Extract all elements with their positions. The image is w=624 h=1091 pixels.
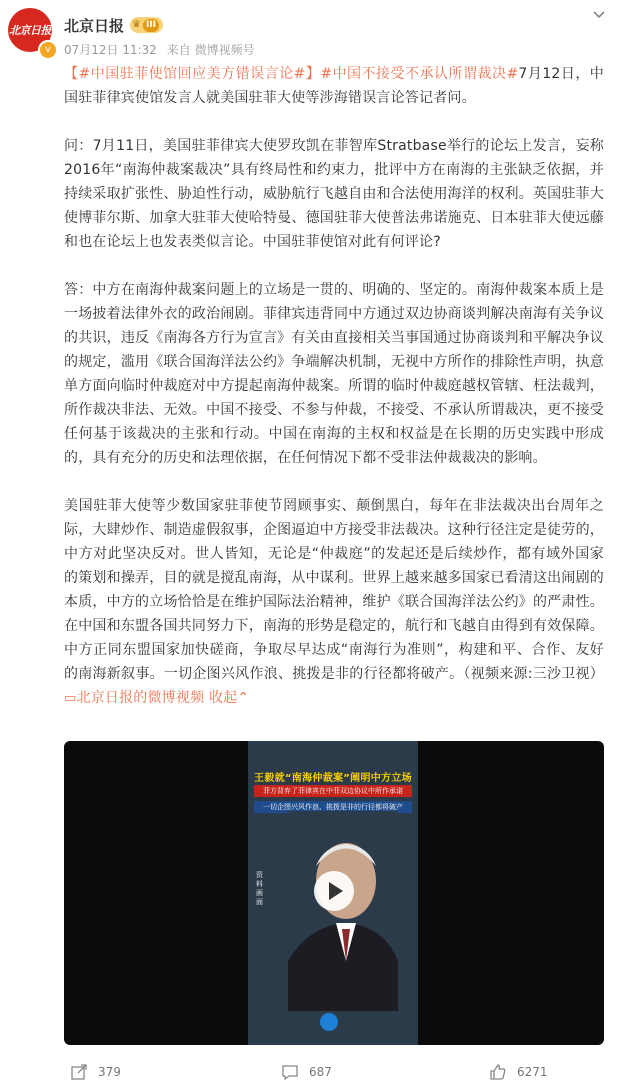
comment-button[interactable] [281,1063,332,1081]
video-subtitle-blue: 一切企图兴风作浪、挑拨是非的行径都将破产 [254,801,412,813]
comment-count: 687 [309,1065,332,1079]
post-source: 来自 微博视频号 [166,43,255,57]
paragraph-question: 问：7月11日，美国驻菲律宾大使罗玫凯在菲智库Stratbase举行的论坛上发言，妄称2016年“南海仲裁案裁决”具有终局性和约束力，批评中方在南海的主张缺乏依据，并持续采取扩张性、胁迫性行动，威胁航行飞越自由和合法使用海洋的权利。英国驻菲大使博菲尔斯、加拿大驻菲大使哈特曼、德国驻菲大使普法弗诺施克、日本驻菲大使远藤和也在论坛上也发表类似言论。中国驻菲使馆对此有何评论? [64,138,604,250]
hashtag-link[interactable]: 【#中国驻菲使馆回应美方错误言论#】 [64,66,321,82]
play-icon[interactable] [314,871,354,911]
hashtag-link[interactable]: #中国不接受不承认所谓裁决# [320,66,519,82]
post-time[interactable]: 07月12日 11:32 [64,43,157,57]
channel-logo-icon [320,1013,338,1031]
video-title: 王毅就“南海仲裁案”阐明中方立场 [254,773,412,784]
video-link-icon: ▭ [64,691,77,706]
crown-icon: ♛ [132,19,141,30]
post-header [0,0,624,70]
paragraph-intro [64,62,604,110]
paragraph-commentary [64,494,604,711]
collapse-link[interactable]: 收起 [208,690,238,706]
verified-badge-icon: v [38,40,58,60]
like-button[interactable] [489,1063,548,1081]
chevron-up-icon[interactable]: ⌃ [237,690,250,706]
account-name[interactable]: 北京日报 [64,17,125,35]
action-bar [0,1055,624,1091]
video-subtitle-red: 菲方背弃了菲律宾在中菲双边协议中所作承诺 [254,785,412,797]
share-icon [70,1063,88,1081]
comment-icon [281,1063,299,1081]
share-button[interactable] [70,1063,121,1081]
video-player[interactable] [64,741,604,1045]
video-link[interactable]: 北京日报的微博视频 [76,690,205,706]
chevron-down-icon[interactable] [592,8,606,22]
avatar-text: 北京日报 [9,24,51,37]
level-text: III [143,19,159,32]
commentary-text: 美国驻菲大使等少数国家驻菲使节罔顾事实、颠倒黑白，每年在非法裁决出台周年之际，大肆炒作、制造虚假叙事，企图逼迫中方接受非法裁决。这种行径注定是徒劳的，中方对此坚决反对。世人皆知，无论是“仲裁庭”的发起还是后续炒作，都有域外国家的策划和操弄，目的就是搅乱南海，从中谋利。世界上越来越多国家已看清这出闹剧的本质，中方的立场恰恰是在维护国际法治精神，维护《联合国海洋法公约》的严肃性。在中国和东盟各国共同努力下，南海的形势是稳定的，航行和飞越自由得到有效保障。中方正同东盟国家加快磋商，争取尽早达成“南海行为准则”，构建和平、合作、友好的南海新叙事。一切企图兴风作浪、挑拨是非的行径都将破产。（视频来源:三沙卫视） [64,498,604,682]
paragraph-answer: 答：中方在南海仲裁案问题上的立场是一贯的、明确的、坚定的。南海仲裁案本质上是一场披着法律外衣的政治闹剧。菲律宾违背同中方通过双边协商谈判解决南海有关争议的共识，违反《南海各方行为宣言》有关由直接相关当事国通过协商谈判和平解决争议的规定，滥用《联合国海洋法公约》争端解决机制，无视中方所作的排除性声明，执意单方面向临时仲裁庭对中方提起南海仲裁案。所谓的临时仲裁庭越权管辖、枉法裁判，所作裁决非法、无效。中国不接受、不参与仲裁，不接受、不承认所谓裁决，更不接受任何基于该裁决的主张和行动。中国在南海的主权和权益是在长期的历史实践中形成的，具有充分的历史和法理依据，在任何情况下都不受非法仲裁裁决的影响。 [64,282,604,466]
like-count: 6271 [517,1065,548,1079]
post-content [64,62,604,711]
post-meta [64,41,261,58]
speaker-image [288,811,398,1011]
share-count: 379 [98,1065,121,1079]
video-side-caption: 资料画面 [256,871,263,906]
intro-text: 7月12日，中国驻菲律宾使馆发言人就美国驻菲大使等涉海错误言论答记者问。 [64,66,605,106]
level-badge [130,17,163,33]
thumbs-up-icon [489,1063,507,1081]
